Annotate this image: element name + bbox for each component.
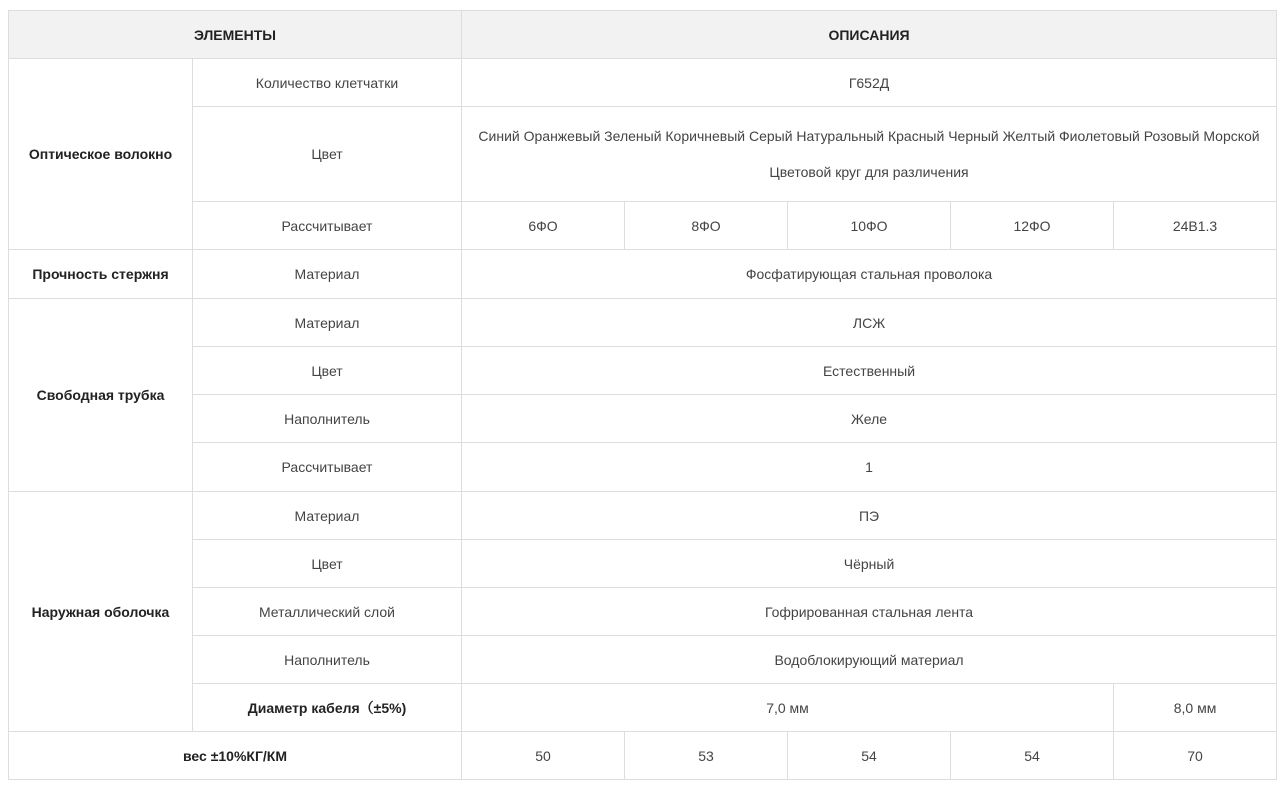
fiber-colors-note: Цветовой круг для различения bbox=[769, 164, 969, 180]
fiber-colors-list: Синий Оранжевый Зеленый Коричневый Серый Натуральный Красный Черный Желтый Фиолетовый Розовый Морской bbox=[478, 128, 1260, 144]
spec-table bbox=[8, 10, 1277, 780]
weight-cell: 54 bbox=[788, 732, 951, 780]
header-row bbox=[9, 11, 1277, 59]
table-row bbox=[9, 636, 1277, 684]
row-label: Материал bbox=[193, 250, 462, 299]
table-row bbox=[9, 492, 1277, 540]
row-value: ПЭ bbox=[462, 492, 1277, 540]
table-row bbox=[9, 202, 1277, 250]
row-value: Желе bbox=[462, 395, 1277, 443]
group-optical-fiber: Оптическое волокно bbox=[9, 59, 193, 250]
header-descriptions: ОПИСАНИЯ bbox=[462, 11, 1277, 59]
row-label: Наполнитель bbox=[193, 636, 462, 684]
fiber-count-cell: 10ФО bbox=[788, 202, 951, 250]
row-label: Рассчитывает bbox=[193, 443, 462, 492]
weight-cell: 53 bbox=[625, 732, 788, 780]
table-row bbox=[9, 684, 1277, 732]
diameter-value: 8,0 мм bbox=[1114, 684, 1277, 732]
fiber-colors-value bbox=[462, 107, 1277, 202]
group-strength-member: Прочность стержня bbox=[9, 250, 193, 299]
row-label: Цвет bbox=[193, 107, 462, 202]
table-row bbox=[9, 588, 1277, 636]
row-label: Количество клетчатки bbox=[193, 59, 462, 107]
row-label: Металлический слой bbox=[193, 588, 462, 636]
row-label: Цвет bbox=[193, 347, 462, 395]
fiber-count-cell: 8ФО bbox=[625, 202, 788, 250]
table-row bbox=[9, 107, 1277, 202]
row-value: 1 bbox=[462, 443, 1277, 492]
table-row bbox=[9, 395, 1277, 443]
row-value: Естественный bbox=[462, 347, 1277, 395]
header-elements: ЭЛЕМЕНТЫ bbox=[9, 11, 462, 59]
weight-label: вес ±10%КГ/КМ bbox=[9, 732, 462, 780]
weight-cell: 50 bbox=[462, 732, 625, 780]
table-row bbox=[9, 59, 1277, 107]
table-row bbox=[9, 732, 1277, 780]
row-value: Фосфатирующая стальная проволока bbox=[462, 250, 1277, 299]
weight-cell: 70 bbox=[1114, 732, 1277, 780]
row-label: Цвет bbox=[193, 540, 462, 588]
row-value: Г652Д bbox=[462, 59, 1277, 107]
group-outer-sheath: Наружная оболочка bbox=[9, 492, 193, 732]
row-value: ЛСЖ bbox=[462, 299, 1277, 347]
row-label: Рассчитывает bbox=[193, 202, 462, 250]
row-label: Наполнитель bbox=[193, 395, 462, 443]
row-label: Диаметр кабеля（±5%) bbox=[193, 684, 462, 732]
row-label: Материал bbox=[193, 299, 462, 347]
fiber-count-cell: 24В1.3 bbox=[1114, 202, 1277, 250]
spec-table-container bbox=[8, 10, 1277, 780]
diameter-value: 7,0 мм bbox=[462, 684, 1114, 732]
table-row bbox=[9, 250, 1277, 299]
table-row bbox=[9, 540, 1277, 588]
fiber-count-cell: 6ФО bbox=[462, 202, 625, 250]
row-value: Водоблокирующий материал bbox=[462, 636, 1277, 684]
table-row bbox=[9, 347, 1277, 395]
row-value: Гофрированная стальная лента bbox=[462, 588, 1277, 636]
weight-cell: 54 bbox=[951, 732, 1114, 780]
table-row bbox=[9, 299, 1277, 347]
row-label: Материал bbox=[193, 492, 462, 540]
table-row bbox=[9, 443, 1277, 492]
row-value: Чёрный bbox=[462, 540, 1277, 588]
group-loose-tube: Свободная трубка bbox=[9, 299, 193, 492]
fiber-count-cell: 12ФО bbox=[951, 202, 1114, 250]
